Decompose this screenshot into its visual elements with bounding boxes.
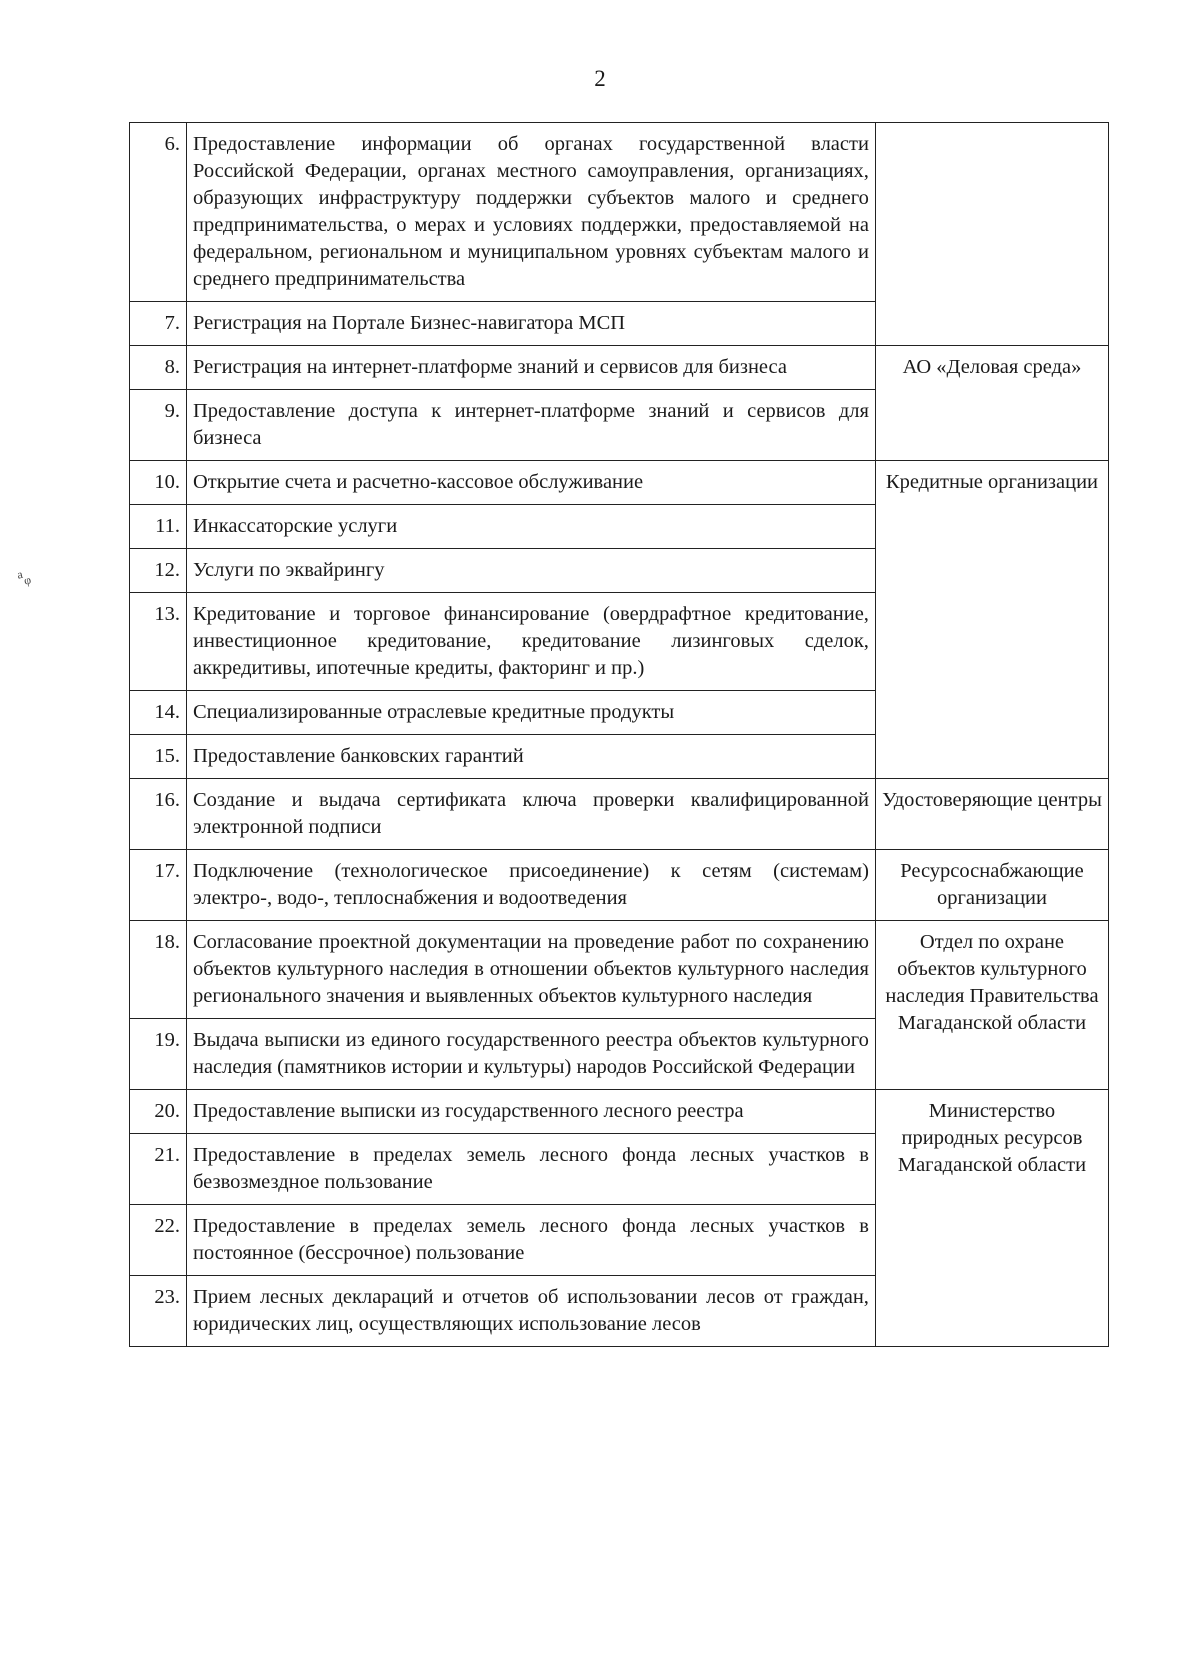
row-number: 17. <box>130 850 187 921</box>
service-description: Прием лесных деклараций и отчетов об использовании лесов от граждан, юридических лиц, осуществляющих использование лесов <box>186 1276 875 1347</box>
row-number: 21. <box>130 1134 187 1205</box>
row-number: 9. <box>130 390 187 461</box>
service-description: Предоставление в пределах земель лесного фонда лесных участков в безвозмездное пользование <box>186 1134 875 1205</box>
row-number: 22. <box>130 1205 187 1276</box>
page-number: 2 <box>594 66 606 91</box>
table-row <box>130 779 1109 850</box>
row-number: 20. <box>130 1090 187 1134</box>
service-description: Кредитование и торговое финансирование (овердрафтное кредитование, инвестиционное кредитование, кредитование лизинговых сделок, аккредитивы, ипотечные кредиты, факторинг и пр.) <box>186 593 875 691</box>
organization-cell: Министерство природных ресурсов Магаданской области <box>875 1090 1108 1347</box>
row-number: 18. <box>130 921 187 1019</box>
service-description: Услуги по эквайрингу <box>186 549 875 593</box>
service-description: Создание и выдача сертификата ключа проверки квалифицированной электронной подписи <box>186 779 875 850</box>
organization-cell: Кредитные организации <box>875 461 1108 779</box>
table-row <box>130 346 1109 390</box>
service-description: Регистрация на Портале Бизнес-навигатора МСП <box>186 302 875 346</box>
service-description: Предоставление информации об органах государственной власти Российской Федерации, органах местного самоуправления, организациях, образующих инфраструктуру поддержки субъектов малого и среднего предпринимательства, о мерах и условиях поддержки, предоставляемой на федеральном, региональном и муниципальном уровнях субъектам малого и среднего предпринимательства <box>186 123 875 302</box>
services-table <box>129 122 1109 1347</box>
row-number: 7. <box>130 302 187 346</box>
row-number: 6. <box>130 123 187 302</box>
service-description: Согласование проектной документации на проведение работ по сохранению объектов культурного наследия в отношении объектов культурного наследия регионального значения и выявленных объектов культурного наследия <box>186 921 875 1019</box>
service-description: Выдача выписки из единого государственного реестра объектов культурного наследия (памятников истории и культуры) народов Российской Федерации <box>186 1019 875 1090</box>
table-row <box>130 461 1109 505</box>
table-row <box>130 850 1109 921</box>
row-number: 12. <box>130 549 187 593</box>
row-number: 11. <box>130 505 187 549</box>
service-description: Предоставление доступа к интернет-платформе знаний и сервисов для бизнеса <box>186 390 875 461</box>
service-description: Предоставление выписки из государственного лесного реестра <box>186 1090 875 1134</box>
organization-cell: Ресурсоснабжающие организации <box>875 850 1108 921</box>
row-number: 8. <box>130 346 187 390</box>
table-row <box>130 1090 1109 1134</box>
row-number: 15. <box>130 735 187 779</box>
margin-scribble: ᵃᵩ <box>15 564 33 590</box>
row-number: 10. <box>130 461 187 505</box>
row-number: 13. <box>130 593 187 691</box>
row-number: 16. <box>130 779 187 850</box>
organization-cell <box>875 123 1108 346</box>
service-description: Предоставление банковских гарантий <box>186 735 875 779</box>
service-description: Регистрация на интернет-платформе знаний и сервисов для бизнеса <box>186 346 875 390</box>
organization-cell: Удостоверяющие центры <box>875 779 1108 850</box>
service-description: Специализированные отраслевые кредитные продукты <box>186 691 875 735</box>
row-number: 14. <box>130 691 187 735</box>
row-number: 19. <box>130 1019 187 1090</box>
row-number: 23. <box>130 1276 187 1347</box>
service-description: Открытие счета и расчетно-кассовое обслуживание <box>186 461 875 505</box>
service-description: Предоставление в пределах земель лесного фонда лесных участков в постоянное (бессрочное) пользование <box>186 1205 875 1276</box>
service-description: Инкассаторские услуги <box>186 505 875 549</box>
organization-cell: АО «Деловая среда» <box>875 346 1108 461</box>
service-description: Подключение (технологическое присоединение) к сетям (системам) электро-, водо-, теплоснабжения и водоотведения <box>186 850 875 921</box>
organization-cell: Отдел по охране объектов культурного наследия Правительства Магаданской области <box>875 921 1108 1090</box>
table-row <box>130 921 1109 1019</box>
table-row <box>130 123 1109 302</box>
